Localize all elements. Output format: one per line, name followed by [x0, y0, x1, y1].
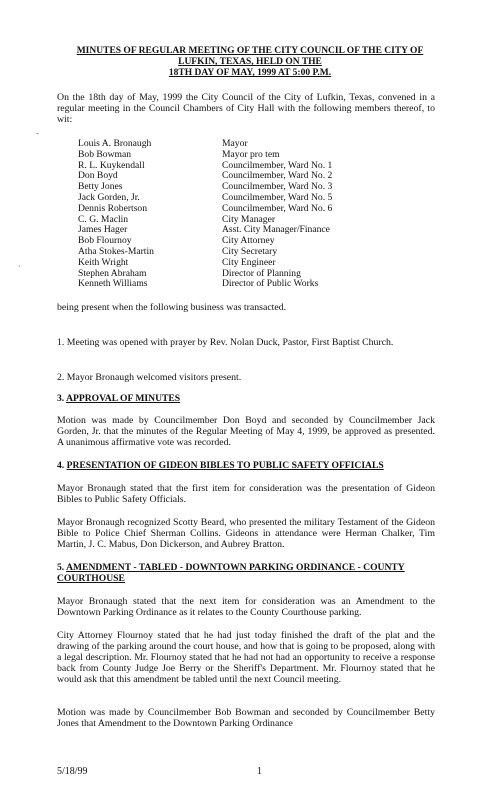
- member-title: Mayor pro tem: [222, 148, 280, 160]
- member-name: Louis A. Bronaugh: [78, 138, 152, 149]
- item-3-text: Motion was made by Councilmember Don Boyd and seconded by Councilmember Jack Gorden, Jr. that the minutes of the Regular Meeting of May 4, 1999, be approved as presented. A unanimous affirmative vote was recorded.: [57, 415, 435, 448]
- margin-mark: ·: [18, 262, 21, 271]
- member-title: City Manager: [222, 213, 276, 225]
- item-5-number: 5.: [57, 562, 65, 573]
- member-name: C. G. Maclin: [78, 213, 129, 225]
- member-title: Councilmember, Ward No. 6: [222, 202, 333, 214]
- item-4-text-1: Mayor Bronaugh stated that the first item for consideration was the presentation of Gideon Bibles to Public Safety Officials.: [57, 483, 435, 505]
- item-3-number: 3.: [57, 393, 65, 404]
- item-5-title-line-2: COURTHOUSE: [57, 573, 125, 584]
- member-name: Keith Wright: [78, 256, 129, 268]
- member-title: Mayor: [222, 138, 248, 149]
- member-name: Don Boyd: [78, 170, 118, 182]
- item-5-heading-2: [57, 573, 125, 584]
- item-5-heading: [57, 562, 405, 573]
- member-roster: [78, 139, 332, 290]
- member-title: Councilmember, Ward No. 3: [222, 181, 333, 193]
- item-4-number: 4.: [57, 460, 65, 471]
- item-3-title: APPROVAL OF MINUTES: [66, 393, 181, 404]
- member-title: Director of Public Works: [222, 278, 319, 290]
- member-title: Councilmember, Ward No. 1: [222, 159, 333, 171]
- item-4-text-2: Mayor Bronaugh recognized Scotty Beard, who presented the military Testament of the Gideon Bible to Police Chief Sherman Collins. Gideons in attendance were Herman Chalker, Tim Martin, J. C. Mabus, Don Dickerson, and Aubrey Bratton.: [57, 517, 435, 550]
- item-3-heading: [57, 393, 180, 404]
- item-5-text-1: Mayor Bronaugh stated that the next item for consideration was an Amendment to the Downtown Parking Ordinance as it relates to the County Courthouse parking.: [57, 596, 435, 618]
- footer-date: 5/18/99: [57, 766, 88, 777]
- member-title: Councilmember, Ward No. 2: [222, 170, 333, 182]
- member-name: James Hager: [78, 224, 128, 236]
- margin-mark: -: [36, 129, 39, 138]
- member-name: Jack Gorden, Jr.: [78, 191, 140, 203]
- member-name: Bob Flournoy: [78, 235, 132, 247]
- item-5-text-3: Motion was made by Councilmember Bob Bowman and seconded by Councilmember Betty Jones that Amendment to the Downtown Parking Ordinance: [57, 707, 435, 729]
- item-2-welcome: 2. Mayor Bronaugh welcomed visitors present.: [57, 372, 242, 383]
- roster-row: [78, 279, 332, 290]
- item-5-title-line-1: AMENDMENT - TABLED - DOWNTOWN PARKING ORDINANCE - COUNTY: [66, 562, 405, 573]
- member-title: Asst. City Manager/Finance: [222, 224, 330, 236]
- member-title: City Engineer: [222, 256, 276, 268]
- member-title: Councilmember, Ward No. 5: [222, 191, 333, 203]
- roster-row: [78, 150, 332, 161]
- intro-paragraph: On the 18th day of May, 1999 the City Council of the City of Lufkin, Texas, convened in a regular meeting in the Council Chambers of City Hall with the following members thereof, to wit:: [57, 92, 435, 125]
- item-1-prayer: 1. Meeting was opened with prayer by Rev. Nolan Duck, Pastor, First Baptist Church.: [57, 337, 394, 348]
- member-name: Dennis Robertson: [78, 202, 148, 214]
- member-title: Director of Planning: [222, 267, 301, 279]
- member-title: City Secretary: [222, 245, 278, 257]
- member-name: Kenneth Williams: [78, 278, 148, 290]
- being-present-text: being present when the following business was transacted.: [57, 302, 287, 313]
- footer-page-number: 1: [257, 766, 262, 777]
- item-4-heading: [57, 460, 384, 471]
- roster-row: [78, 258, 332, 269]
- member-name: Stephen Abraham: [78, 267, 147, 279]
- member-name: R. L. Kuykendall: [78, 159, 145, 171]
- member-name: Atha Stokes-Martin: [78, 245, 154, 257]
- title-line-2: LUFKIN, TEXAS, HELD ON THE: [178, 57, 322, 67]
- member-name: Betty Jones: [78, 181, 123, 193]
- member-title: City Attorney: [222, 235, 275, 247]
- roster-row: [78, 204, 332, 215]
- item-4-title: PRESENTATION OF GIDEON BIBLES TO PUBLIC SAFETY OFFICIALS: [66, 460, 384, 471]
- member-name: Bob Bowman: [78, 148, 132, 160]
- title-line-1: MINUTES OF REGULAR MEETING OF THE CITY COUNCIL OF THE CITY OF: [76, 46, 424, 56]
- title-line-3: 18TH DAY OF MAY, 1999 AT 5:00 P.M.: [168, 68, 332, 78]
- item-5-text-2: City Attorney Flournoy stated that he had just today finished the draft of the plat and the drawing of the parking around the court house, and how that is going to be proposed, along with a legal description. Mr. Flournoy stated that he had not had an opportunity to receive a response back from County Judge Joe Berry or the Sheriff's Department. Mr. Flournoy stated that he would ask that this amendment be tabled until the next Council meeting.: [57, 630, 435, 685]
